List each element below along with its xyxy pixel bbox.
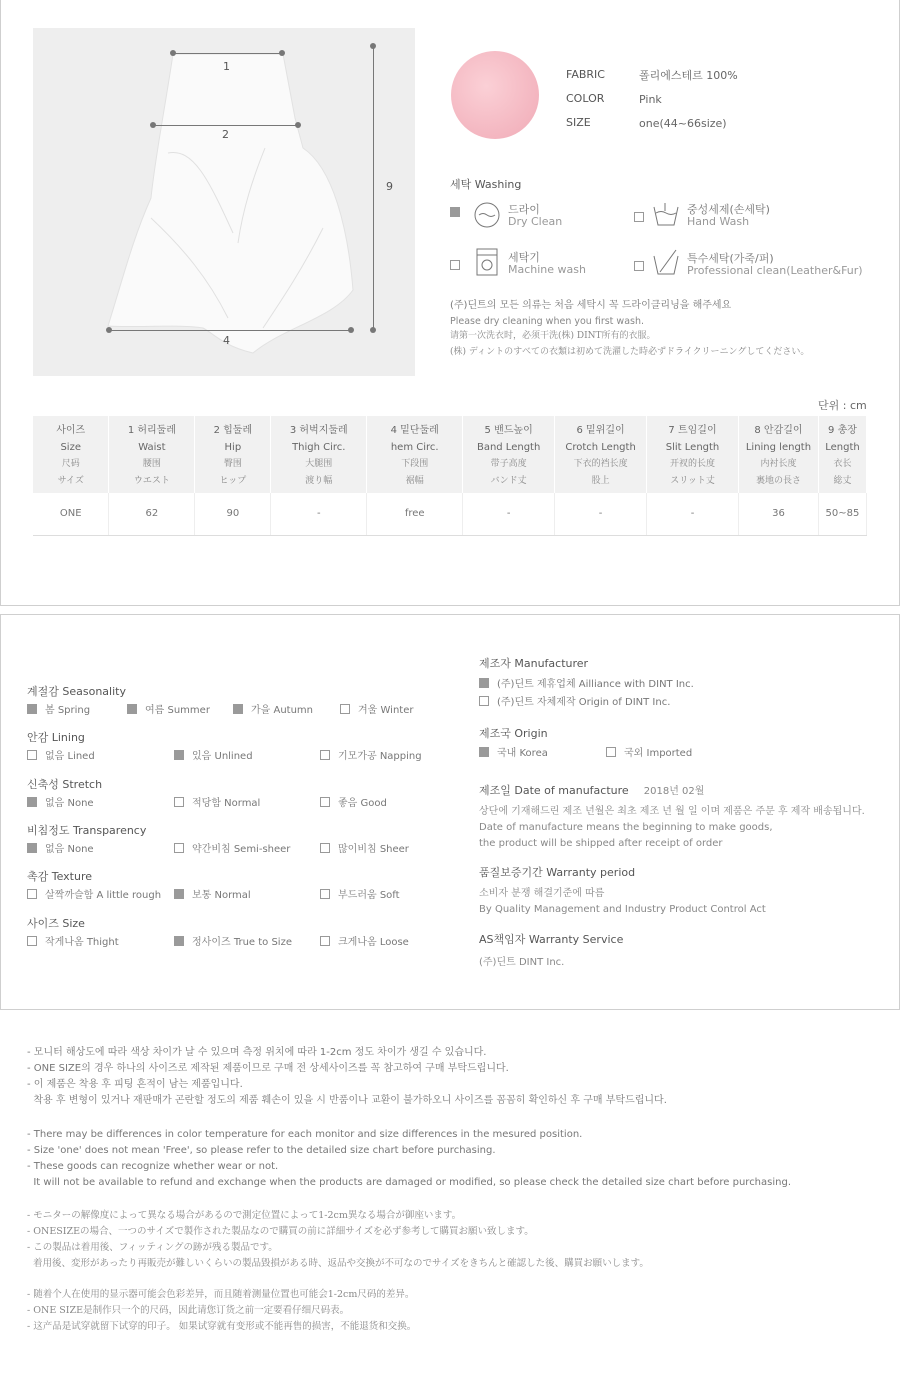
size-checkbox[interactable] (320, 936, 330, 946)
seasonality-checkbox[interactable] (233, 704, 243, 714)
size-table-header-line: 7 트임길이 (668, 425, 717, 436)
manufacture-date-title: 제조일 Date of manufacture (479, 784, 629, 797)
size-table-cell: - (463, 493, 555, 535)
manufacture-date-note-en2: the product will be shipped after receipt of order (479, 838, 723, 849)
as-value: (주)딘트 DINT Inc. (479, 957, 565, 968)
size-table-header-line: 股上 (591, 476, 610, 486)
size-table-header-line: 臀围 (223, 459, 242, 469)
transparency-option (320, 840, 409, 855)
lining-checkbox[interactable] (27, 750, 37, 760)
transparency-option (174, 840, 290, 855)
checkbox-professional-clean[interactable] (634, 261, 644, 271)
washing-note-zh: 请第一次洗衣时，必须干洗(株) DINT所有的衣服。 (450, 331, 656, 341)
size-option-label: 정사이즈 True to Size (192, 937, 292, 948)
seasonality-checkbox[interactable] (127, 704, 137, 714)
size-table-header-line: ヒップ (219, 476, 247, 486)
transparency-option (27, 840, 94, 855)
size-table-header (647, 416, 739, 493)
transparency-checkbox[interactable] (174, 843, 184, 853)
stretch-checkbox[interactable] (174, 797, 184, 807)
texture-option (320, 886, 400, 901)
notice-en: - There may be differences in color temperature for each monitor and size differences in the mesured position. - Size 'one' does not mean 'Free', so please refer to the detailed size chart before purchasing. - These goods can recognize whether wear or not. It will not be available to refund and exchange when the products are damaged or modified, so please check the detailed size chart before purchasing. (27, 1129, 792, 1188)
washing-machine-icon (476, 248, 498, 276)
size-table-header (109, 416, 195, 493)
notice-ja: - モニターの解像度によって異なる場合があるので測定位置によって1-2cm異なる場合が御座います。 - ONESIZEの場合、一つのサイズで製作された製品なので購買の前に詳細サイズを必ず参考して購買お願い致します。 - この製品は着用後、フィッティングの跡が残る製品です。 着用後、変形があったり再販売が難しいくらいの製品毀損がある時、返品や交換が不可なのでサイズをきちんと確認した後、購買お願いします。 (27, 1210, 649, 1269)
hand-wash-ko: 중성세제(손세탁) (687, 203, 770, 216)
size-table-header-line: Size (60, 442, 81, 453)
color-label: COLOR (566, 92, 605, 105)
manufacture-date-note-en1: Date of manufacture means the beginning to make goods, (479, 822, 773, 833)
size-table-header-line: サイズ (57, 476, 84, 486)
fabric-label: FABRIC (566, 68, 605, 81)
fabric-value: 폴리에스테르 100% (639, 69, 738, 82)
size-table-cell: 36 (738, 493, 818, 535)
texture-option (174, 886, 251, 901)
size-table-header (738, 416, 818, 493)
size-table-header-line: 사이즈 (56, 425, 86, 436)
size-table-header (463, 416, 555, 493)
measure-label-1: 1 (223, 60, 230, 73)
texture-option-label: 살짝까슬함 A little rough (45, 890, 162, 901)
texture-option-label: 보통 Normal (192, 890, 251, 901)
origin-section (479, 725, 693, 759)
texture-title: 촉감 Texture (27, 870, 93, 883)
size-table (33, 416, 867, 536)
hand-wash-icon (652, 201, 680, 227)
warranty-note-en: By Quality Management and Industry Product Control Act (479, 904, 766, 915)
size-table-header-line: 4 밑단둘레 (390, 425, 439, 436)
size-table-header-line: Hip (224, 442, 242, 453)
washing-note-en: Please dry cleaning when you first wash. (450, 315, 645, 327)
size-table-header-line: 3 허벅지둘레 (289, 425, 348, 436)
origin-imported: 국외 Imported (624, 748, 693, 759)
as-section (479, 931, 623, 968)
notice-ko: - 모니터 해상도에 따라 색상 차이가 날 수 있으며 측정 위치에 따라 1-2cm 정도 차이가 생길 수 있습니다. - ONE SIZE의 경우 하나의 사이즈로 제작된 제품이므로 구매 전 상세사이즈를 꼭 참고하여 구매 부탁드립니다. - 이 제품은 착용 후 피팅 흔적이 남는 제품입니다. 착용 후 변형이 있거나 재판매가 곤란할 정도의 제품 훼손이 있을 시 반품이나 교환이 불가하오니 사이즈를 꼼꼼히 확인하신 후 구매 부탁드립니다. (27, 1047, 667, 1106)
size-table-cell: - (555, 493, 647, 535)
size-table-header-line: 下衣的裆长度 (573, 459, 628, 469)
warranty-note-ko: 소비자 분쟁 해결기준에 따름 (479, 888, 605, 899)
size-table-header-line: Lining length (745, 442, 812, 453)
seasonality-title: 계절감 Seasonality (27, 685, 126, 698)
size-table-header (33, 416, 109, 493)
measure-label-2: 2 (222, 128, 229, 141)
warranty-section (479, 864, 766, 918)
lining-option (174, 747, 253, 762)
size-table-cell: 90 (195, 493, 271, 535)
stretch-checkbox[interactable] (320, 797, 330, 807)
lining-option-label: 기모가공 Napping (338, 751, 422, 762)
machine-wash-ko: 세탁기 (508, 251, 540, 264)
origin-title: 제조국 Origin (479, 727, 548, 740)
size-label: SIZE (566, 116, 591, 129)
seasonality-option (27, 701, 90, 716)
hand-wash-en: Hand Wash (687, 215, 750, 228)
color-value: Pink (639, 93, 662, 106)
size-table-header-line: Band Length (476, 442, 541, 453)
seasonality-option-label: 봄 Spring (45, 705, 91, 716)
product-image-area (33, 28, 415, 376)
size-table-header-line: 6 밑위길이 (576, 425, 625, 436)
checkbox-korea[interactable] (479, 747, 489, 757)
size-table-header-line: Slit Length (665, 442, 720, 453)
seasonality-option-label: 가을 Autumn (251, 705, 314, 716)
transparency-option-label: 약간비침 Semi-sheer (192, 844, 291, 855)
checkbox-imported[interactable] (606, 747, 616, 757)
size-option (174, 933, 292, 948)
size-table-header-line: 8 안감길이 (754, 425, 803, 436)
size-table-header-line: hem Circ. (390, 442, 439, 453)
size-table-header (555, 416, 647, 493)
seasonality-option-label: 겨울 Winter (358, 705, 414, 716)
size-table-header-line: ウエスト (133, 476, 170, 486)
checkbox-alliance[interactable] (479, 678, 489, 688)
size-table-header-line: 腰围 (142, 459, 161, 469)
measure-label-9: 9 (386, 180, 393, 193)
seasonality-option-label: 여름 Summer (145, 705, 210, 716)
size-table-cell: free (367, 493, 463, 535)
dry-clean-icon (474, 202, 500, 228)
size-option (27, 933, 119, 948)
size-option-label: 작게나옴 Thight (45, 937, 119, 948)
stretch-option-label: 적당함 Normal (192, 798, 261, 809)
lining-title: 안감 Lining (27, 731, 85, 744)
size-table-header-line: Waist (138, 442, 166, 453)
seasonality-option (127, 701, 210, 716)
checkbox-machine-wash[interactable] (450, 260, 460, 270)
origin-korea: 국내 Korea (497, 748, 548, 759)
machine-wash-en: Machine wash (508, 263, 586, 276)
size-table-cell: - (271, 493, 367, 535)
washing-note-ja: (株) ディントのすべての衣類は初めて洗濯した時必ずドライクリーニングしてください。 (450, 346, 810, 357)
manufacturer-origin: (주)딘트 자체제작 Origin of DINT Inc. (497, 697, 671, 708)
stretch-option (174, 794, 260, 809)
stretch-option (320, 794, 387, 809)
size-table-header (818, 416, 866, 493)
size-table-cell: ONE (33, 493, 109, 535)
lining-option (320, 747, 422, 762)
size-option-label: 크게나옴 Loose (338, 937, 409, 948)
fabric-swatch (451, 51, 539, 139)
size-table-cell: 62 (109, 493, 195, 535)
stretch-option-label: 좋음 Good (338, 798, 387, 809)
manufacturer-alliance: (주)딘트 제휴업체 Ailliance with DINT Inc. (497, 679, 694, 690)
size-table-header-line: 5 밴드높이 (484, 425, 533, 436)
size-table-header-line: スリット丈 (670, 476, 715, 486)
as-title: AS책임자 Warranty Service (479, 933, 624, 946)
size-table-header-line: 大腿围 (305, 459, 333, 469)
texture-checkbox[interactable] (27, 889, 37, 899)
lining-option-label: 없음 Lined (45, 751, 95, 762)
size-table-header-line: 裾幅 (405, 476, 424, 486)
size-table-header-line: 尺码 (61, 459, 80, 469)
lining-checkbox[interactable] (320, 750, 330, 760)
size-table-header (271, 416, 367, 493)
size-title: 사이즈 Size (27, 917, 85, 930)
size-table-header-line: 9 총장 (828, 425, 857, 436)
wash-item-dry (450, 201, 468, 220)
professional-clean-ko: 특수세탁(가죽/퍼) (687, 252, 774, 265)
professional-clean-en: Professional clean(Leather&Fur) (687, 264, 863, 277)
size-checkbox[interactable] (27, 936, 37, 946)
dry-clean-en: Dry Clean (508, 215, 563, 228)
size-table-header-line: 総丈 (833, 476, 852, 486)
unit-label: 단위 : cm (818, 399, 867, 412)
transparency-checkbox[interactable] (320, 843, 330, 853)
size-table-header-line: Thigh Circ. (292, 442, 346, 453)
size-table-header-line: 开衩的长度 (670, 459, 716, 469)
size-table-header-line: 下段围 (401, 459, 429, 469)
notice-zh: - 随着个人在使用的显示器可能会色彩差异，而且随着测量位置也可能会1-2cm尺码的差异。 - ONE SIZE是制作只一个的尺码，因此请您订货之前一定要看仔细尺码表。 - 这产品是试穿就留下试穿的印子。 如果试穿就有变形或不能再售的损害，不能退货和交换。 (27, 1289, 417, 1332)
checkbox-origin-dint[interactable] (479, 696, 489, 706)
size-option (320, 933, 409, 948)
stretch-option (27, 794, 94, 809)
manufacturer-section (479, 655, 694, 708)
seasonality-checkbox[interactable] (340, 704, 350, 714)
texture-option-label: 부드러움 Soft (338, 890, 400, 901)
measure-label-4: 4 (223, 334, 230, 347)
size-table-header-line: Length (825, 442, 860, 453)
checkbox-hand-wash[interactable] (634, 212, 644, 222)
size-value: one(44~66size) (639, 117, 727, 130)
size-table-header-line: 2 힙둘레 (213, 425, 253, 436)
professional-clean-icon (652, 248, 680, 276)
stretch-option-label: 없음 None (45, 798, 94, 809)
seasonality-option (340, 701, 413, 716)
size-table-cell: - (647, 493, 739, 535)
lining-option (27, 747, 95, 762)
manufacturer-title: 제조자 Manufacturer (479, 657, 589, 670)
manufacture-date-note-ko: 상단에 기재해드린 제조 년월은 최초 제조 년 월 일 이며 제품은 주문 후 제작 배송됩니다. (479, 806, 865, 817)
lining-checkbox[interactable] (174, 750, 184, 760)
skirt-illustration (33, 28, 415, 376)
seasonality-option (233, 701, 313, 716)
size-table-header-line: 裏地の長さ (755, 476, 801, 486)
size-table-header (367, 416, 463, 493)
size-table-header-line: 渡り幅 (305, 476, 333, 486)
size-table-cell: 50~85 (818, 493, 866, 535)
seasonality-checkbox[interactable] (27, 704, 37, 714)
texture-checkbox[interactable] (320, 889, 330, 899)
transparency-checkbox[interactable] (27, 843, 37, 853)
texture-checkbox[interactable] (174, 889, 184, 899)
washing-note-ko: (주)딘트의 모든 의류는 처음 세탁시 꼭 드라이클리닝을 해주세요 (450, 300, 732, 311)
dry-clean-ko: 드라이 (508, 203, 540, 216)
washing-title: 세탁 Washing (450, 178, 522, 191)
transparency-option-label: 많이비침 Sheer (338, 844, 409, 855)
size-table-header-line: 1 허리둘레 (127, 425, 176, 436)
size-table-header-line: 衣长 (833, 459, 852, 469)
transparency-title: 비침정도 Transparency (27, 824, 147, 837)
stretch-checkbox[interactable] (27, 797, 37, 807)
stretch-title: 신축성 Stretch (27, 778, 103, 791)
transparency-option-label: 없음 None (45, 844, 94, 855)
manufacture-date-value: 2018년 02월 (643, 786, 705, 797)
texture-option (27, 886, 161, 901)
size-table-header-line: バンド丈 (490, 476, 527, 486)
size-table-header-line: 内衬长度 (760, 459, 797, 469)
size-checkbox[interactable] (174, 936, 184, 946)
warranty-title: 품질보증기간 Warranty period (479, 866, 636, 879)
size-table-header (195, 416, 271, 493)
manufacture-date-section (479, 779, 889, 852)
size-table-header-line: Crotch Length (565, 442, 636, 453)
size-table-header-line: 带子高度 (490, 459, 527, 469)
checkbox-dry[interactable] (450, 207, 460, 217)
lining-option-label: 있음 Unlined (192, 751, 253, 762)
